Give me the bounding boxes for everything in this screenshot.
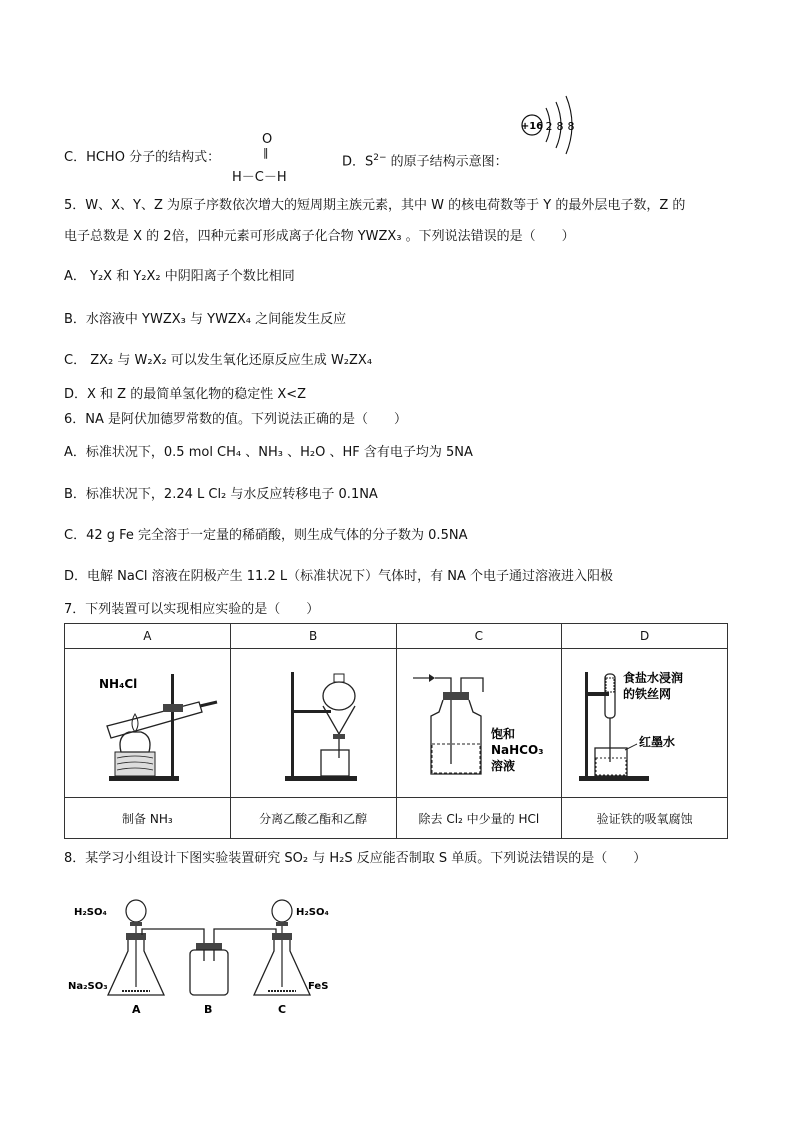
label-h2so4-left: H₂SO₄ bbox=[74, 907, 107, 918]
bottle-b-stopper bbox=[196, 943, 222, 950]
q4-option-d-suffix: 的原子结构示意图： bbox=[386, 154, 508, 170]
apparatus-c-diagram bbox=[399, 652, 559, 792]
label-saturated: 饱和 bbox=[490, 726, 515, 741]
stand-base bbox=[285, 776, 357, 781]
flask-a-stopper bbox=[126, 933, 146, 940]
apparatus-b-diagram bbox=[233, 652, 393, 792]
label-fes: FeS bbox=[308, 981, 329, 992]
q5-option-c: C． ZX₂ 与 W₂X₂ 可以发生氧化还原反应生成 W₂ZX₄ bbox=[64, 353, 373, 368]
beaker bbox=[321, 750, 349, 776]
tube-b-to-c bbox=[214, 929, 276, 961]
arrow-head bbox=[429, 674, 435, 682]
electron-shell-count-3: 8 bbox=[567, 120, 575, 133]
leader-line-red-ink bbox=[625, 744, 637, 750]
flask-c-stopper bbox=[272, 933, 292, 940]
label-red-ink: 红墨水 bbox=[638, 734, 675, 749]
q6-stem: 6．NA 是阿伏加德罗常数的值。下列说法正确的是（ ） bbox=[64, 412, 408, 427]
q8-apparatus-diagram bbox=[64, 885, 354, 1025]
beaker-red-ink bbox=[595, 748, 627, 776]
q6-option-b: B．标准状况下，2.24 L Cl₂ 与水反应转移电子 0.1NA bbox=[64, 487, 378, 502]
inlet-tube bbox=[435, 678, 451, 764]
electron-shell-count-2: 8 bbox=[556, 120, 564, 133]
label-h2so4-right: H₂SO₄ bbox=[296, 907, 329, 918]
apparatus-table-image-row bbox=[65, 649, 728, 798]
funnel-stopper bbox=[334, 674, 344, 682]
q4-option-c: C．HCHO 分子的结构式： bbox=[64, 150, 221, 165]
q4-option-d-sup: 2− bbox=[373, 153, 387, 163]
q6-option-d: D．电解 NaCl 溶液在阴极产生 11.2 L（标准状况下）气体时，有 NA 个电子通过溶液进入阳极 bbox=[64, 569, 613, 584]
flask-label-a: A bbox=[132, 1003, 141, 1016]
red-ink-liquid bbox=[596, 758, 626, 775]
funnel-c-bulb bbox=[272, 900, 292, 922]
header-cell-d: D bbox=[562, 624, 728, 649]
caption-b: 分离乙酸乙酯和乙醇 bbox=[230, 798, 396, 839]
apparatus-a-diagram bbox=[67, 652, 227, 792]
alcohol-lamp bbox=[120, 732, 150, 752]
bottle-b bbox=[190, 950, 228, 995]
sulfide-ion-structure-diagram bbox=[518, 92, 588, 164]
q4-option-d-prefix: D．S bbox=[342, 154, 374, 170]
lamp-flame bbox=[132, 714, 138, 732]
q4-option-d bbox=[342, 149, 508, 171]
caption-d: 验证铁的吸氧腐蚀 bbox=[562, 798, 728, 839]
q5-option-b: B．水溶液中 YWZX₃ 与 YWZX₄ 之间能发生反应 bbox=[64, 312, 347, 327]
hcho-structure-row: H－C－H bbox=[232, 170, 287, 185]
q8-stem: 8．某学习小组设计下图实验装置研究 SO₂ 与 H₂S 反应能否制取 S 单质。下列说法错误的是（ ） bbox=[64, 851, 647, 866]
bottle-stopper bbox=[443, 692, 469, 700]
caption-a: 制备 NH₃ bbox=[65, 798, 231, 839]
apparatus-table-header-row bbox=[65, 624, 728, 649]
apparatus-d-diagram bbox=[565, 652, 725, 792]
washing-bottle bbox=[431, 700, 481, 774]
q7-stem: 7．下列装置可以实现相应实验的是（ ） bbox=[64, 602, 320, 617]
delivery-tube bbox=[200, 702, 217, 706]
flask-label-b: B bbox=[204, 1003, 213, 1016]
iron-stand-rod bbox=[171, 674, 174, 778]
apparatus-d-cell bbox=[562, 649, 728, 798]
tube-a-to-b bbox=[142, 929, 204, 961]
apparatus-b-cell bbox=[230, 649, 396, 798]
hcho-structure-o: O bbox=[262, 132, 273, 147]
flask-label-c: C bbox=[278, 1003, 287, 1016]
stand-rod bbox=[291, 672, 294, 778]
label-nh4cl: NH₄Cl bbox=[99, 676, 138, 691]
label-salt-water-soaked: 食盐水浸润 bbox=[622, 670, 683, 685]
stand-base bbox=[579, 776, 649, 781]
apparatus-a-cell bbox=[65, 649, 231, 798]
label-nahco3: NaHCO₃ bbox=[490, 742, 544, 757]
apparatus-table-caption-row bbox=[65, 798, 728, 839]
clamp-arm bbox=[587, 692, 609, 696]
test-tube bbox=[107, 702, 202, 738]
funnel-a-stopcock bbox=[130, 922, 142, 926]
iron-mesh bbox=[606, 678, 614, 692]
funnel-c-stopcock bbox=[276, 922, 288, 926]
stand-rod bbox=[585, 672, 588, 778]
funnel-a-bulb bbox=[126, 900, 146, 922]
stopcock bbox=[333, 734, 345, 739]
bottle-liquid bbox=[432, 744, 480, 773]
q5-stem-line2: 电子总数是 X 的 2倍，四种元素可形成离子化合物 YWZX₃ 。下列说法错误的是（ ） bbox=[64, 229, 575, 244]
electron-shell-count-1: 2 bbox=[545, 120, 553, 133]
q5-option-a: A． Y₂X 和 Y₂X₂ 中阴阳离子个数比相同 bbox=[64, 269, 295, 284]
label-na2so3: Na₂SO₃ bbox=[68, 981, 108, 992]
test-tube-clamp bbox=[163, 704, 183, 712]
header-cell-b: B bbox=[230, 624, 396, 649]
separatory-funnel-top bbox=[323, 682, 355, 710]
hcho-structure-double-bond: ‖ bbox=[263, 146, 269, 159]
q6-option-c: C．42 g Fe 完全溶于一定量的稀硝酸，则生成气体的分子数为 0.5NA bbox=[64, 528, 468, 543]
q5-stem-line1: 5．W、X、Y、Z 为原子序数依次增大的短周期主族元素，其中 W 的核电荷数等于 Y 的最外层电子数，Z 的 bbox=[64, 198, 686, 213]
q6-option-a: A．标准状况下，0.5 mol CH₄ 、NH₃ 、H₂O 、HF 含有电子均为 5NA bbox=[64, 445, 473, 460]
label-iron-wire-mesh: 的铁丝网 bbox=[622, 686, 671, 701]
iron-stand-base bbox=[109, 776, 179, 781]
apparatus-table bbox=[64, 623, 728, 839]
header-cell-c: C bbox=[396, 624, 562, 649]
header-cell-a: A bbox=[65, 624, 231, 649]
apparatus-c-cell bbox=[396, 649, 562, 798]
label-solution: 溶液 bbox=[490, 758, 515, 773]
atom-nucleus-charge: +16 bbox=[520, 121, 544, 132]
q5-option-d: D．X 和 Z 的最简单氢化物的稳定性 X<Z bbox=[64, 387, 307, 402]
caption-c: 除去 Cl₂ 中少量的 HCl bbox=[396, 798, 562, 839]
